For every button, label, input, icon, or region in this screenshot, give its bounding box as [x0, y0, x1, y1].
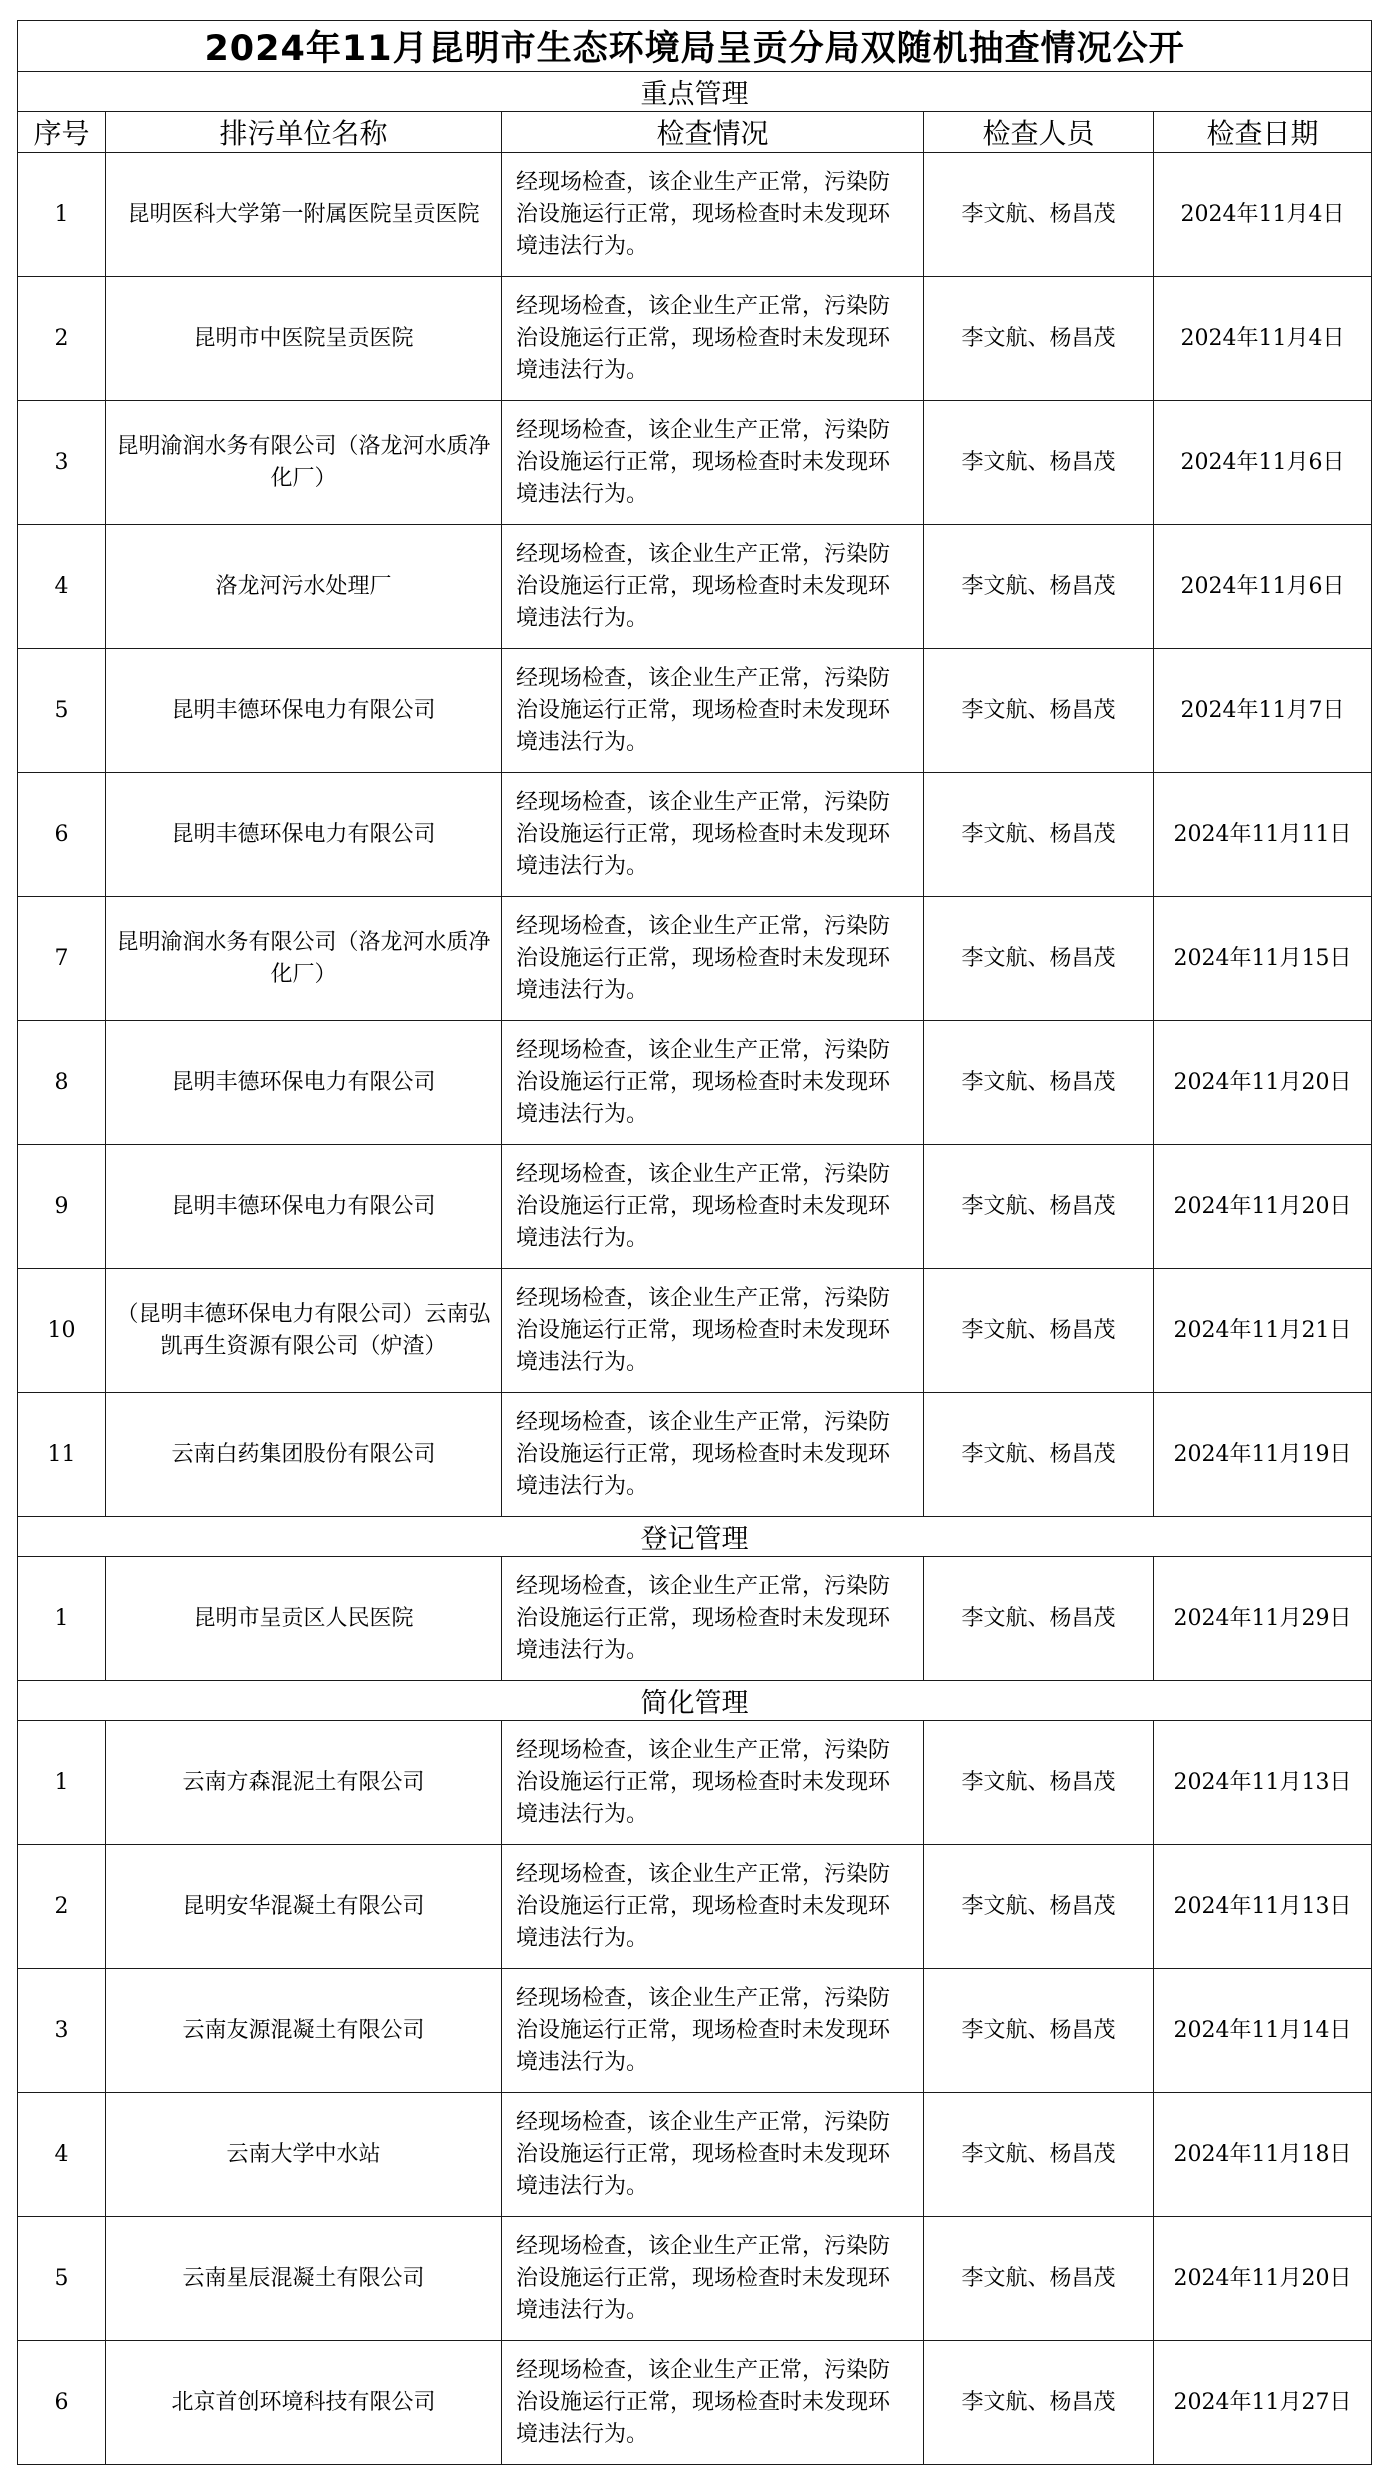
section-heading: 重点管理 [18, 72, 1372, 112]
row-seq: 5 [18, 649, 106, 773]
row-inspection-result: 经现场检查，该企业生产正常，污染防治设施运行正常，现场检查时未发现环境违法行为。 [502, 1145, 924, 1269]
row-inspection-result: 经现场检查，该企业生产正常，污染防治设施运行正常，现场检查时未发现环境违法行为。 [502, 1021, 924, 1145]
row-inspection-date: 2024年11月6日 [1154, 525, 1372, 649]
row-seq: 7 [18, 897, 106, 1021]
document-title: 2024年11月昆明市生态环境局呈贡分局双随机抽查情况公开 [18, 21, 1372, 72]
row-inspection-result: 经现场检查，该企业生产正常，污染防治设施运行正常，现场检查时未发现环境违法行为。 [502, 1845, 924, 1969]
row-inspection-date: 2024年11月18日 [1154, 2093, 1372, 2217]
row-inspectors: 李文航、杨昌茂 [924, 2217, 1154, 2341]
row-inspection-date: 2024年11月7日 [1154, 649, 1372, 773]
row-seq: 6 [18, 773, 106, 897]
table-row [18, 277, 1372, 401]
row-inspection-result: 经现场检查，该企业生产正常，污染防治设施运行正常，现场检查时未发现环境违法行为。 [502, 1969, 924, 2093]
row-inspection-date: 2024年11月27日 [1154, 2341, 1372, 2465]
row-inspectors: 李文航、杨昌茂 [924, 1845, 1154, 1969]
row-unit-name: （昆明丰德环保电力有限公司）云南弘凯再生资源有限公司（炉渣） [106, 1269, 502, 1393]
table-row [18, 1269, 1372, 1393]
row-unit-name: 昆明丰德环保电力有限公司 [106, 1021, 502, 1145]
row-seq: 6 [18, 2341, 106, 2465]
header-inspection-date: 检查日期 [1154, 112, 1372, 153]
row-inspection-date: 2024年11月14日 [1154, 1969, 1372, 2093]
row-seq: 9 [18, 1145, 106, 1269]
row-inspection-date: 2024年11月6日 [1154, 401, 1372, 525]
row-inspection-result: 经现场检查，该企业生产正常，污染防治设施运行正常，现场检查时未发现环境违法行为。 [502, 649, 924, 773]
row-seq: 10 [18, 1269, 106, 1393]
row-inspectors: 李文航、杨昌茂 [924, 1969, 1154, 2093]
row-seq: 2 [18, 1845, 106, 1969]
table-row [18, 401, 1372, 525]
row-unit-name: 云南友源混凝土有限公司 [106, 1969, 502, 2093]
row-inspectors: 李文航、杨昌茂 [924, 2093, 1154, 2217]
table-row [18, 1145, 1372, 1269]
header-seq: 序号 [18, 112, 106, 153]
row-inspection-date: 2024年11月29日 [1154, 1557, 1372, 1681]
row-seq: 11 [18, 1393, 106, 1517]
table-row [18, 2093, 1372, 2217]
row-inspectors: 李文航、杨昌茂 [924, 1145, 1154, 1269]
row-inspection-date: 2024年11月13日 [1154, 1721, 1372, 1845]
row-inspectors: 李文航、杨昌茂 [924, 401, 1154, 525]
table-row [18, 1845, 1372, 1969]
table-row [18, 153, 1372, 277]
row-unit-name: 云南大学中水站 [106, 2093, 502, 2217]
table-row [18, 1557, 1372, 1681]
table-row [18, 525, 1372, 649]
row-inspection-result: 经现场检查，该企业生产正常，污染防治设施运行正常，现场检查时未发现环境违法行为。 [502, 773, 924, 897]
row-unit-name: 洛龙河污水处理厂 [106, 525, 502, 649]
row-inspection-date: 2024年11月13日 [1154, 1845, 1372, 1969]
table-row [18, 773, 1372, 897]
row-seq: 5 [18, 2217, 106, 2341]
row-inspectors: 李文航、杨昌茂 [924, 649, 1154, 773]
row-seq: 4 [18, 2093, 106, 2217]
header-unit-name: 排污单位名称 [106, 112, 502, 153]
header-inspectors: 检查人员 [924, 112, 1154, 153]
row-inspection-result: 经现场检查，该企业生产正常，污染防治设施运行正常，现场检查时未发现环境违法行为。 [502, 525, 924, 649]
row-inspection-result: 经现场检查，该企业生产正常，污染防治设施运行正常，现场检查时未发现环境违法行为。 [502, 2093, 924, 2217]
row-unit-name: 云南星辰混凝土有限公司 [106, 2217, 502, 2341]
row-inspection-result: 经现场检查，该企业生产正常，污染防治设施运行正常，现场检查时未发现环境违法行为。 [502, 2217, 924, 2341]
row-unit-name: 昆明安华混凝土有限公司 [106, 1845, 502, 1969]
row-seq: 4 [18, 525, 106, 649]
row-inspection-result: 经现场检查，该企业生产正常，污染防治设施运行正常，现场检查时未发现环境违法行为。 [502, 1557, 924, 1681]
column-header-row [18, 112, 1372, 153]
row-unit-name: 云南白药集团股份有限公司 [106, 1393, 502, 1517]
row-inspectors: 李文航、杨昌茂 [924, 277, 1154, 401]
table-row [18, 1021, 1372, 1145]
section-row [18, 1517, 1372, 1557]
row-inspection-date: 2024年11月20日 [1154, 1021, 1372, 1145]
title-row [18, 21, 1372, 72]
row-inspection-result: 经现场检查，该企业生产正常，污染防治设施运行正常，现场检查时未发现环境违法行为。 [502, 1721, 924, 1845]
section-row [18, 72, 1372, 112]
row-inspection-date: 2024年11月4日 [1154, 153, 1372, 277]
row-inspection-result: 经现场检查，该企业生产正常，污染防治设施运行正常，现场检查时未发现环境违法行为。 [502, 897, 924, 1021]
row-seq: 8 [18, 1021, 106, 1145]
row-inspectors: 李文航、杨昌茂 [924, 1393, 1154, 1517]
row-unit-name: 昆明市中医院呈贡医院 [106, 277, 502, 401]
section-row [18, 1681, 1372, 1721]
section-heading: 登记管理 [18, 1517, 1372, 1557]
table-row [18, 1393, 1372, 1517]
row-inspection-result: 经现场检查，该企业生产正常，污染防治设施运行正常，现场检查时未发现环境违法行为。 [502, 1393, 924, 1517]
table-row [18, 2217, 1372, 2341]
row-inspectors: 李文航、杨昌茂 [924, 1557, 1154, 1681]
row-seq: 1 [18, 1557, 106, 1681]
row-inspection-date: 2024年11月20日 [1154, 2217, 1372, 2341]
row-inspectors: 李文航、杨昌茂 [924, 1021, 1154, 1145]
table-row [18, 897, 1372, 1021]
inspection-table [17, 20, 1372, 2465]
row-unit-name: 昆明丰德环保电力有限公司 [106, 649, 502, 773]
row-inspectors: 李文航、杨昌茂 [924, 153, 1154, 277]
row-seq: 2 [18, 277, 106, 401]
row-inspectors: 李文航、杨昌茂 [924, 2341, 1154, 2465]
table-row [18, 2341, 1372, 2465]
table-row [18, 1969, 1372, 2093]
row-inspectors: 李文航、杨昌茂 [924, 1269, 1154, 1393]
row-inspection-date: 2024年11月19日 [1154, 1393, 1372, 1517]
row-inspectors: 李文航、杨昌茂 [924, 525, 1154, 649]
row-inspection-date: 2024年11月20日 [1154, 1145, 1372, 1269]
section-heading: 简化管理 [18, 1681, 1372, 1721]
row-seq: 1 [18, 153, 106, 277]
row-unit-name: 昆明丰德环保电力有限公司 [106, 773, 502, 897]
row-inspection-result: 经现场检查，该企业生产正常，污染防治设施运行正常，现场检查时未发现环境违法行为。 [502, 2341, 924, 2465]
table-row [18, 1721, 1372, 1845]
row-unit-name: 昆明市呈贡区人民医院 [106, 1557, 502, 1681]
row-inspection-result: 经现场检查，该企业生产正常，污染防治设施运行正常，现场检查时未发现环境违法行为。 [502, 153, 924, 277]
row-unit-name: 昆明丰德环保电力有限公司 [106, 1145, 502, 1269]
row-unit-name: 云南方森混泥土有限公司 [106, 1721, 502, 1845]
row-inspectors: 李文航、杨昌茂 [924, 773, 1154, 897]
row-unit-name: 昆明渝润水务有限公司（洛龙河水质净化厂） [106, 897, 502, 1021]
row-seq: 3 [18, 401, 106, 525]
row-inspectors: 李文航、杨昌茂 [924, 1721, 1154, 1845]
table-row [18, 649, 1372, 773]
row-seq: 3 [18, 1969, 106, 2093]
row-inspection-date: 2024年11月15日 [1154, 897, 1372, 1021]
row-inspection-date: 2024年11月4日 [1154, 277, 1372, 401]
row-inspectors: 李文航、杨昌茂 [924, 897, 1154, 1021]
row-inspection-date: 2024年11月21日 [1154, 1269, 1372, 1393]
row-seq: 1 [18, 1721, 106, 1845]
row-inspection-result: 经现场检查，该企业生产正常，污染防治设施运行正常，现场检查时未发现环境违法行为。 [502, 277, 924, 401]
row-inspection-result: 经现场检查，该企业生产正常，污染防治设施运行正常，现场检查时未发现环境违法行为。 [502, 401, 924, 525]
row-unit-name: 昆明医科大学第一附属医院呈贡医院 [106, 153, 502, 277]
row-inspection-result: 经现场检查，该企业生产正常，污染防治设施运行正常，现场检查时未发现环境违法行为。 [502, 1269, 924, 1393]
header-inspection-result: 检查情况 [502, 112, 924, 153]
row-inspection-date: 2024年11月11日 [1154, 773, 1372, 897]
row-unit-name: 昆明渝润水务有限公司（洛龙河水质净化厂） [106, 401, 502, 525]
row-unit-name: 北京首创环境科技有限公司 [106, 2341, 502, 2465]
